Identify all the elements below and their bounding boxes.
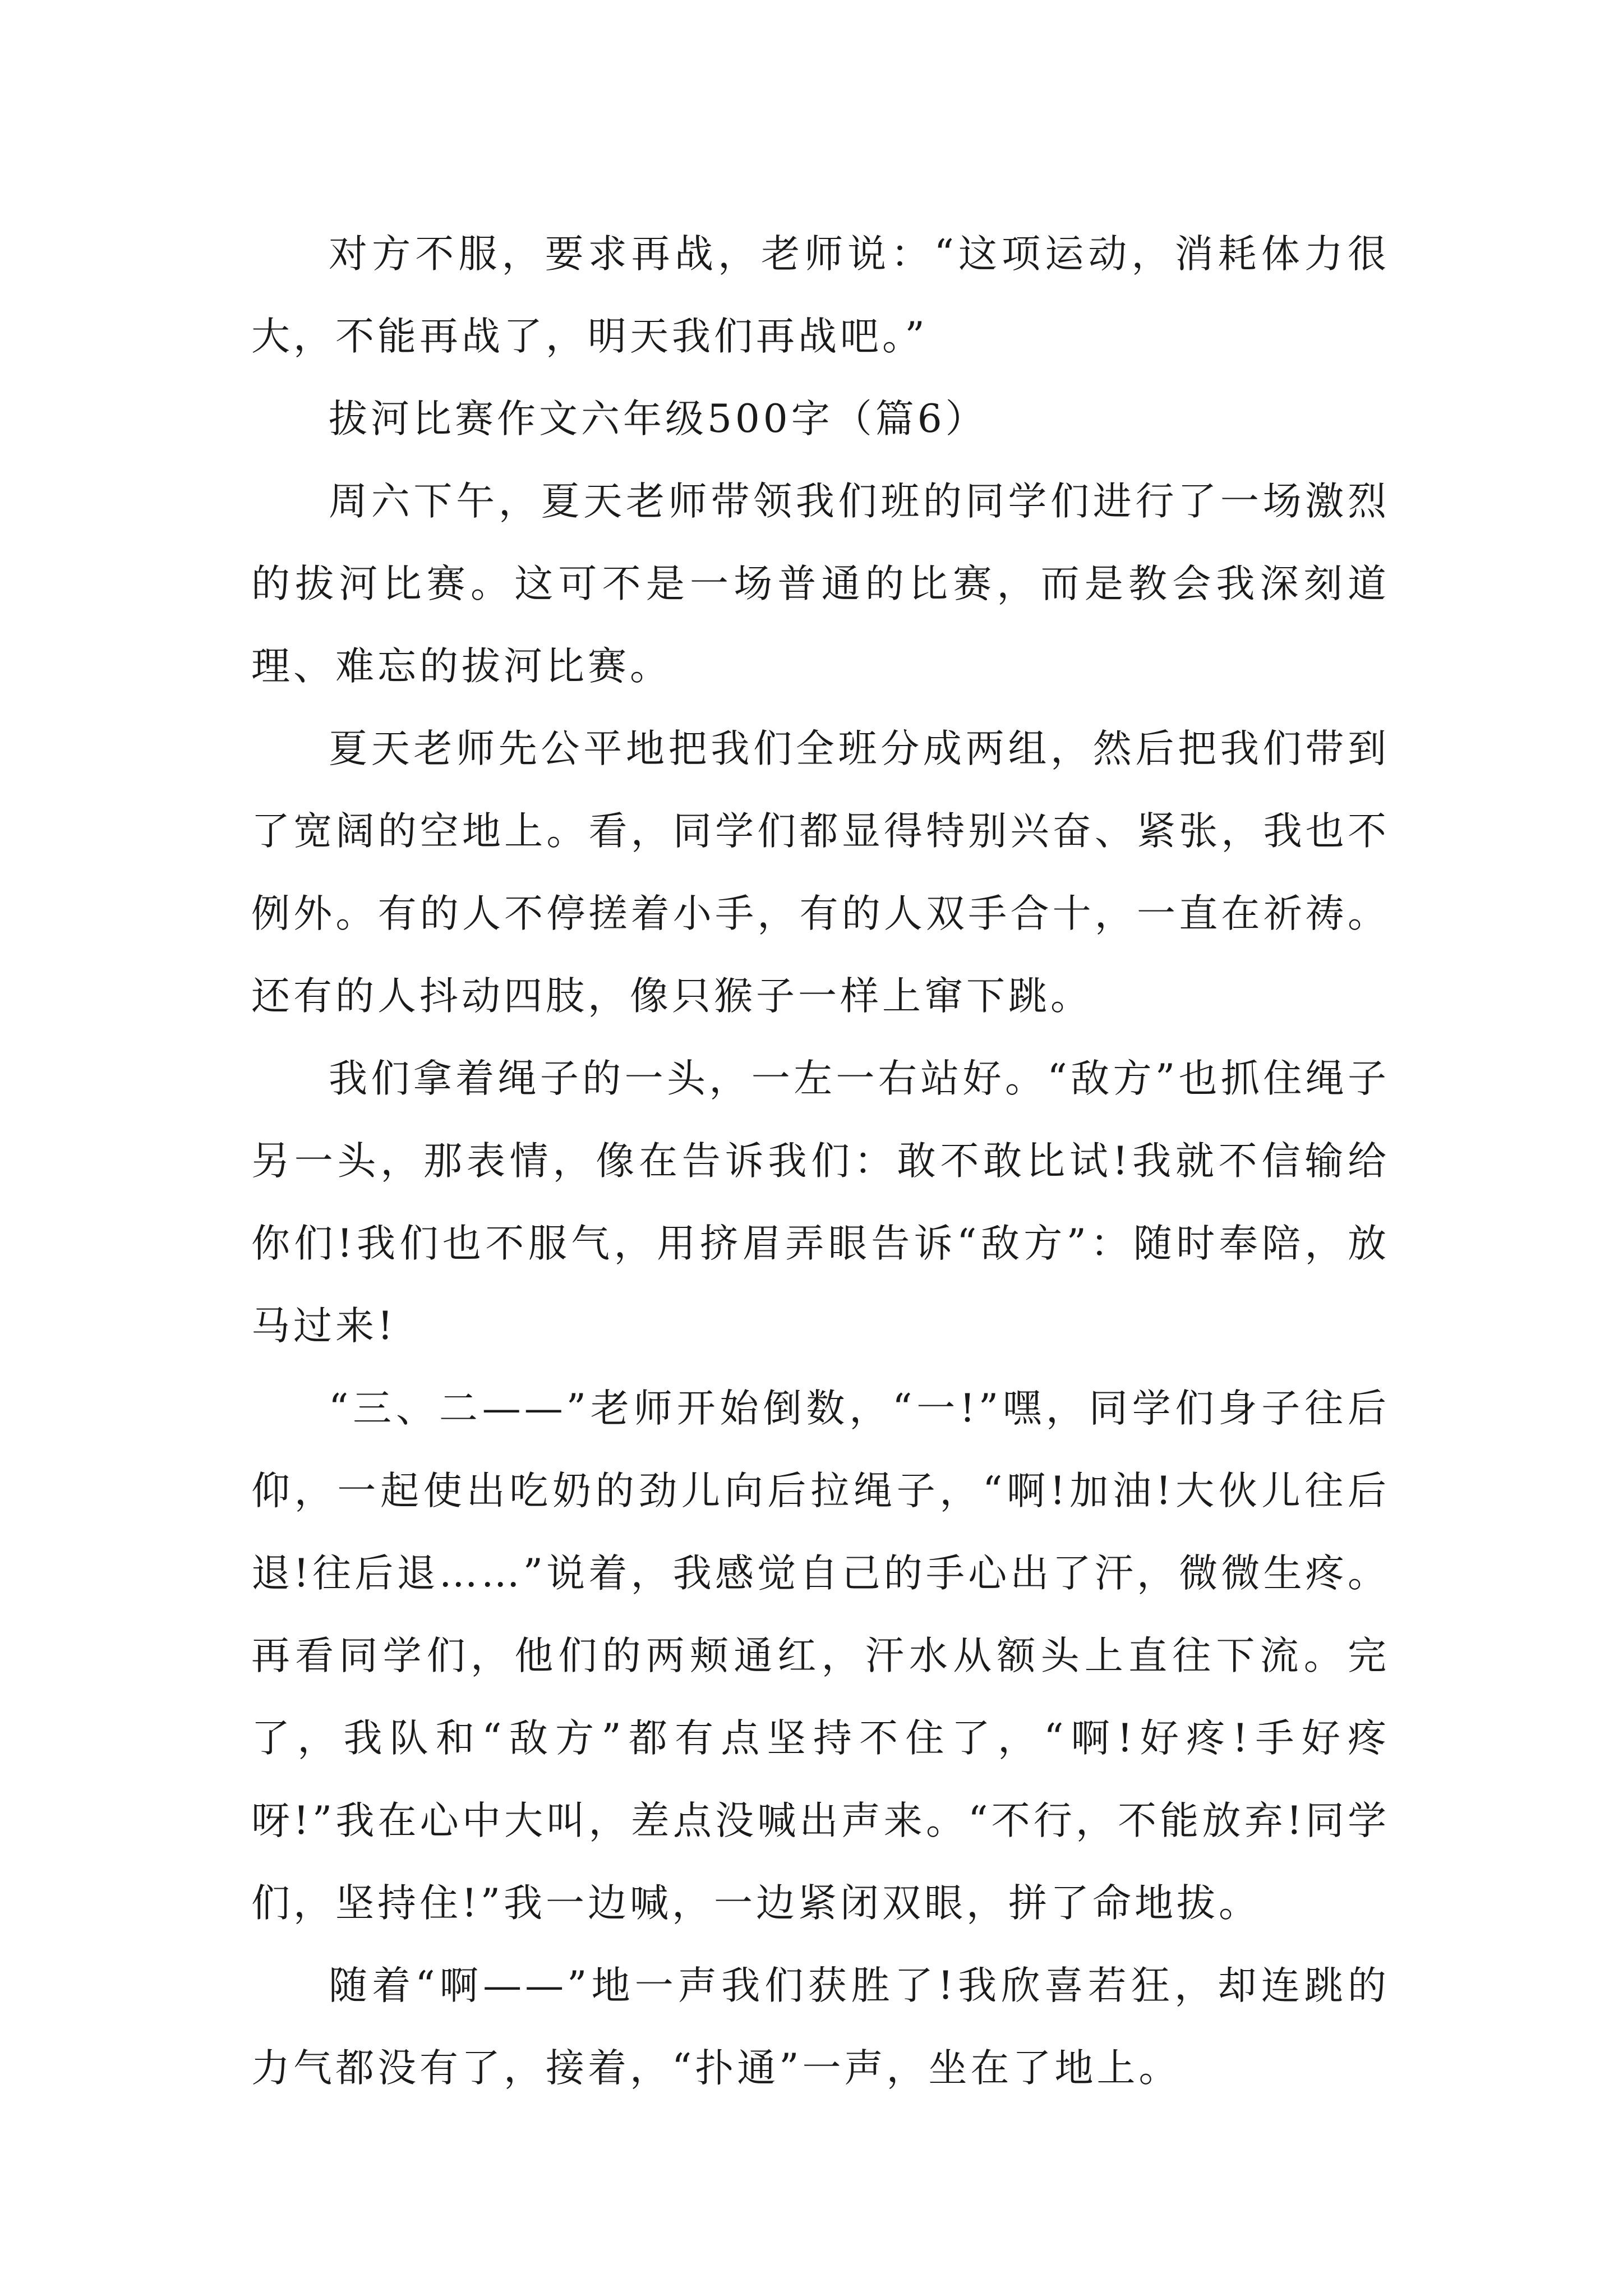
paragraph-5: “三、二——”老师开始倒数，“一!”嘿，同学们身子往后仰，一起使出吃奶的劲儿向后拉绳子，“啊!加油!大伙儿往后退!往后退……”说着，我感觉自己的手心出了汗，微微生疼。再看同学们，他们的两颊通红，汗水从额头上直往下流。完了，我队和“敌方”都有点坚持不住了，“啊!好疼!手好疼呀!”我在心中大叫，差点没喊出声来。“不行，不能放弃!同学们，坚持住!”我一边喊，一边紧闭双眼，拼了命地拔。 — [251, 1386, 1390, 1926]
paragraph-6: 随着“啊——”地一声我们获胜了!我欣喜若狂，却连跳的力气都没有了，接着，“扑通”一声，坐在了地上。 — [251, 1963, 1390, 2091]
paragraph-2: 周六下午，夏天老师带领我们班的同学们进行了一场激烈的拔河比赛。这可不是一场普通的比赛，而是教会我深刻道理、难忘的拔河比赛。 — [251, 479, 1390, 689]
article-heading: 拔河比赛作文六年级500字（篇6） — [329, 397, 988, 441]
paragraph-4: 我们拿着绳子的一头，一左一右站好。“敌方”也抓住绳子另一头，那表情，像在告诉我们：敢不敢比试!我就不信输给你们!我们也不服气，用挤眉弄眼告诉“敌方”：随时奉陪，放马过来! — [251, 1056, 1390, 1349]
paragraph-1: 对方不服，要求再战，老师说：“这项运动，消耗体力很大，不能再战了，明天我们再战吧。” — [251, 232, 1390, 359]
document-body — [251, 213, 1390, 2110]
paragraph-3: 夏天老师先公平地把我们全班分成两组，然后把我们带到了宽阔的空地上。看，同学们都显得特别兴奋、紧张，我也不例外。有的人不停搓着小手，有的人双手合十，一直在祈祷。还有的人抖动四肢，像只猴子一样上窜下跳。 — [251, 726, 1390, 1019]
